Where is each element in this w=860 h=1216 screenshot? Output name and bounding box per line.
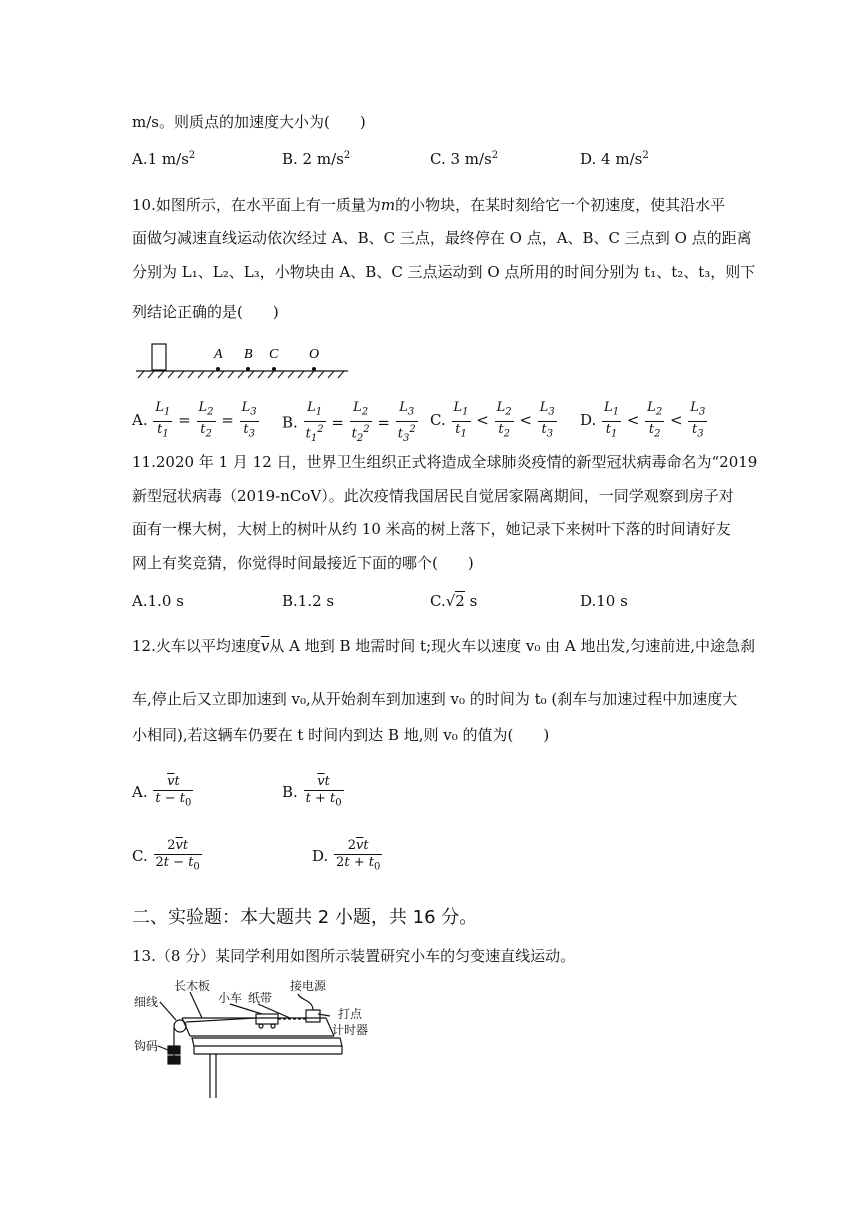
- q11-option-d[interactable]: D.10 s: [580, 592, 628, 610]
- q9-option-b[interactable]: B. 2 $m/s^2$: [282, 150, 351, 168]
- q11-option-b[interactable]: B.1.2 s: [282, 592, 335, 610]
- q10-line-2: 面做匀减速直线运动依次经过 A、B、C 三点，最终停在 O 点，A、B、C 三点到 O 点的距离: [132, 229, 752, 247]
- q10-figure: [134, 338, 352, 384]
- label-power: 接电源: [290, 979, 327, 993]
- q12-option-a[interactable]: A. $\frac{\overline{v}t}{t - t_0}$: [132, 774, 192, 809]
- q12-option-b[interactable]: B. $\frac{\overline{v}t}{t + t_0}$: [282, 774, 342, 809]
- cart-icon: [256, 1014, 278, 1024]
- q10-option-b[interactable]: B. $\frac{L_1}{t_1^2}$ = $\frac{L_2}{t_2^2}$ = $\frac{L_3}{t_3^2}$: [282, 400, 416, 444]
- q9-option-d[interactable]: D. 4 $m/s^2$: [580, 150, 649, 168]
- label-weight: 钩码: [134, 1039, 159, 1053]
- q12-line-3: 小相同),若这辆车仍要在 t 时间内到达 B 地,则 v₀ 的值为( ): [132, 726, 550, 744]
- q9-option-a[interactable]: A.1 $m/s^2$: [132, 150, 196, 168]
- q12-option-d[interactable]: D. $\frac{2\overline{v}t}{2t + t_0}$: [312, 838, 381, 873]
- block-icon: [152, 344, 166, 370]
- q13-apparatus-figure: [130, 976, 380, 1100]
- label-timer: 计时器: [332, 1023, 369, 1037]
- label-tape: 纸带: [248, 991, 273, 1005]
- timer-icon: [306, 1010, 320, 1022]
- q12-option-c[interactable]: C. $\frac{2\overline{v}t}{2t - t_0}$: [132, 838, 200, 873]
- q12-line-2: 车,停止后又立即加速到 v₀,从开始刹车到加速到 v₀ 的时间为 t₀ (刹车与加速过程中加速度大: [132, 690, 738, 708]
- q10-line-4: 列结论正确的是( ): [132, 303, 279, 321]
- label-thread: 细线: [134, 995, 159, 1009]
- sqrt-icon: √: [445, 592, 456, 610]
- label-c: C: [269, 347, 279, 362]
- q9-tail: m/s。则质点的加速度大小为( ): [132, 113, 366, 131]
- q11-line-4: 网上有奖竞猜，你觉得时间最接近下面的哪个( ): [132, 554, 474, 572]
- q12-line-1: 12.火车以平均速度$\overline{v}$从 A 地到 B 地需时间 t;现火车以速度 v₀ 由 A 地出发,匀速前进,中途急刹: [132, 637, 756, 655]
- label-cart: 小车: [218, 991, 243, 1005]
- q11-line-2: 新型冠状病毒（2019-nCoV）。此次疫情我国居民自觉居家隔离期间，一同学观察到房子对: [132, 487, 734, 505]
- q10-line-1: 10.如图所示，在水平面上有一质量为m的小物块，在某时刻给它一个初速度，使其沿水平: [132, 196, 726, 214]
- q9-option-c[interactable]: C. 3 $m/s^2$: [430, 150, 499, 168]
- q11-line-3: 面有一棵大树，大树上的树叶从约 10 米高的树上落下，她记录下来树叶下落的时间请好友: [132, 520, 731, 538]
- pulley-icon: [174, 1020, 186, 1032]
- label-a: A: [214, 347, 223, 362]
- q10-option-c[interactable]: C. $\frac{L_1}{t_1}$ < $\frac{L_2}{t_2}$ < $\frac{L_3}{t_3}$: [430, 400, 555, 440]
- section-2-title: 二、实验题：本大题共 2 小题，共 16 分。: [132, 907, 478, 928]
- label-board: 长木板: [174, 979, 211, 993]
- q13-line-1: 13.（8 分）某同学利用如图所示装置研究小车的匀变速直线运动。: [132, 947, 576, 965]
- q10-option-d[interactable]: D. $\frac{L_1}{t_1}$ < $\frac{L_2}{t_2}$ < $\frac{L_3}{t_3}$: [580, 400, 706, 440]
- q10-line-3: 分别为 L₁、L₂、L₃，小物块由 A、B、C 三点运动到 O 点所用的时间分别为 t₁、t₂、t₃，则下: [132, 263, 756, 281]
- q11-option-a[interactable]: A.1.0 s: [132, 592, 184, 610]
- weight-icon: [168, 1046, 180, 1054]
- q10-option-a[interactable]: A. $\frac{L_1}{t_1}$ = $\frac{L_2}{t_2}$ = $\frac{L_3}{t_3}$: [132, 400, 257, 440]
- q11-option-c[interactable]: C.√2 s: [430, 592, 478, 610]
- label-o: O: [309, 347, 320, 362]
- q11-line-1: 11.2020 年 1 月 12 日，世界卫生组织正式将造成全球肺炎疫情的新型冠状病毒命名为“2019: [132, 453, 758, 471]
- label-dot: 打点: [338, 1007, 363, 1021]
- label-b: B: [244, 347, 253, 362]
